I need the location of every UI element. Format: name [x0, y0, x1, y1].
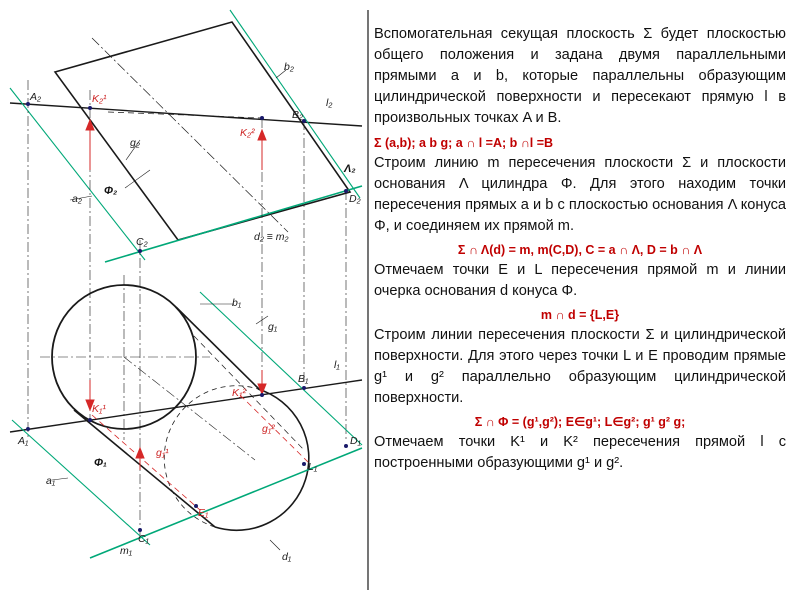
paragraph-4: Строим линии пересечения плоскости Σ и цилиндрической поверхности. Для этого через точки L и E проводим прямые g¹ и g² параллельно образующим цилиндрической поверхности. — [374, 327, 786, 406]
label-a2: a₂ — [72, 193, 82, 205]
label-F2: Φ₂ — [104, 185, 118, 197]
point-B1 — [302, 386, 306, 390]
line-b2 — [230, 10, 360, 198]
paragraph-5: Отмечаем точки K¹ и K² пересечения прямой l с построенными образующими g¹ и g². — [374, 434, 786, 471]
label-A1: A₁ — [18, 435, 29, 447]
label-C1: C₁ — [138, 533, 149, 545]
point-C1 — [138, 528, 142, 532]
label-E1: E₁ — [198, 507, 209, 519]
label-K1-2: K₁² — [232, 387, 246, 399]
point-D1 — [344, 444, 348, 448]
point-K2-1 — [88, 106, 92, 110]
label-m1: m₁ — [120, 545, 133, 557]
arrow-red — [86, 120, 266, 170]
line-l1 — [10, 380, 362, 432]
label-l2: l₂ — [326, 97, 333, 109]
label-B1: B₁ — [298, 373, 309, 385]
label-g1-2: g₁² — [262, 423, 275, 435]
generator-g1-1 — [92, 415, 200, 510]
label-D2: D₂ — [349, 193, 361, 205]
label-C2: C₂ — [136, 236, 148, 248]
label-F1: Φ₁ — [94, 457, 107, 469]
label-Lambda2: Λ₂ — [344, 163, 356, 175]
label-d2-m2: d₂ ≡ m₂ — [254, 231, 289, 243]
line-m1 — [90, 448, 362, 558]
explanation-text — [374, 24, 786, 474]
line-a2 — [10, 88, 145, 260]
line-a1 — [12, 420, 150, 545]
label-B2: B₂ — [292, 109, 304, 121]
label-b1: b₁ — [232, 297, 242, 309]
generator-g1 — [194, 336, 304, 450]
label-K1-1: K₁¹ — [92, 403, 106, 415]
arrow-red — [86, 370, 266, 470]
point-K2-2 — [260, 116, 264, 120]
label-L1: L₁ — [308, 461, 318, 473]
paragraph-3: Отмечаем точки E и L пересечения прямой m и линии очерка основания d конуса Φ. — [374, 262, 786, 299]
point-D2 — [344, 189, 348, 193]
point-L1 — [302, 462, 306, 466]
formula-1: Σ (a,b); a b g; a ∩ l =A; b ∩l =B — [374, 136, 554, 150]
label-b2: b₂ — [284, 61, 294, 73]
point-K1-1 — [88, 418, 92, 422]
label-D1: D₁ — [350, 435, 361, 447]
label-A2: A₂ — [30, 91, 42, 103]
label-K2-2: K₂² — [240, 127, 255, 139]
paragraph-1: Вспомогательная секущая плоскость Σ будет плоскостью общего положения и задана двумя параллельными прямыми a и b, которые параллельны образующим цилиндрической поверхности и пересекают прямую l в произвольных точках A и B. — [374, 26, 786, 126]
line-l2 — [10, 103, 362, 126]
cylinder-tangent — [176, 307, 260, 390]
label-l1: l₁ — [334, 359, 340, 371]
axis-horizontal — [124, 357, 255, 460]
paragraph-2: Строим линию m пересечения плоскости Σ и плоскости основания Λ цилиндра Φ. Для этого находим точки пересечения прямых a и b с плоскостью основания Λ конуса Φ, и соединяем их прямой m. — [374, 155, 786, 234]
formula-2: Σ ∩ Λ(d) = m, m(C,D), C = a ∩ Λ, D = b ∩ Λ — [457, 243, 703, 257]
point-C2 — [138, 249, 142, 253]
construction-drawing — [0, 0, 372, 600]
line-d2-m2 — [105, 186, 362, 262]
label-a1: a₁ — [46, 475, 56, 487]
label-d1: d₁ — [282, 551, 292, 563]
label-g1: g₁ — [268, 321, 278, 333]
top-arc — [215, 389, 309, 530]
label-g2: g₂ — [130, 137, 140, 149]
label-K2-1: K₂¹ — [92, 93, 107, 105]
cylinder-frontal-outline — [55, 22, 350, 240]
cylinder-axis-frontal — [92, 38, 288, 232]
label-g1-1: g₁¹ — [156, 447, 169, 459]
formula-4: Σ ∩ Φ = (g¹,g²); E∈g¹; L∈g²; g¹ g² g; — [474, 415, 686, 429]
point-K1-2 — [260, 393, 264, 397]
leader-line — [270, 540, 280, 550]
formula-3: m ∩ d = {L,E} — [540, 308, 620, 322]
point-A1 — [26, 427, 30, 431]
